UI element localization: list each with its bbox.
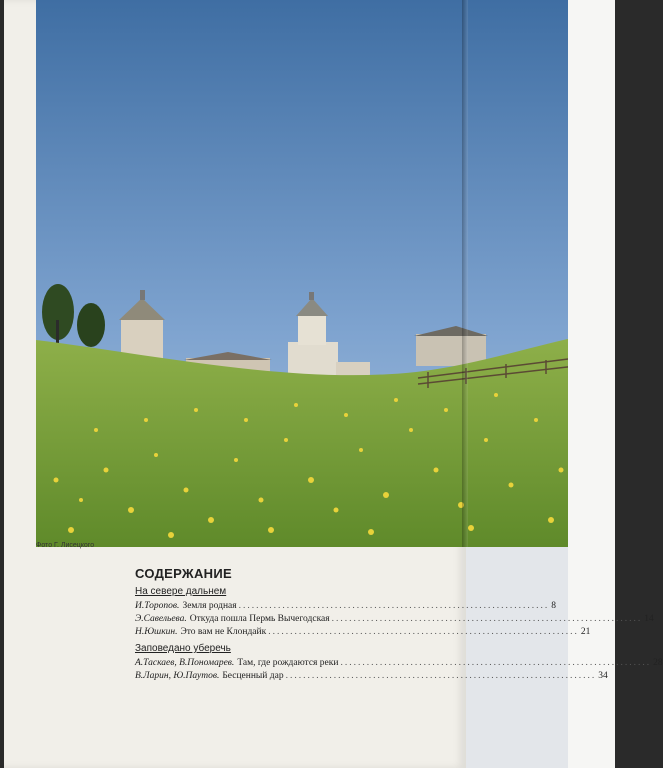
toc-entry[interactable] bbox=[135, 626, 591, 639]
toc-entry[interactable] bbox=[135, 657, 663, 670]
toc-entry-page: 34 bbox=[598, 671, 608, 681]
right-text-strip bbox=[568, 0, 615, 768]
toc-entry-page: 8 bbox=[551, 601, 557, 611]
toc-entry-author: В.Ларин, Ю.Паутов. bbox=[135, 671, 220, 681]
landscape-photo bbox=[36, 0, 586, 547]
table-of-contents bbox=[135, 566, 663, 683]
toc-entry-page: 28 bbox=[653, 658, 663, 668]
leader-dots: ....................................................................... bbox=[331, 614, 643, 624]
toc-entry-title: Там, где рождаются реки bbox=[237, 658, 339, 668]
photo-illustration bbox=[36, 0, 586, 547]
toc-entry-page: 14 bbox=[644, 614, 654, 624]
toc-entry-author: Н.Юшкин. bbox=[135, 627, 178, 637]
toc-entry-author: А.Таскаев, В.Пономарев. bbox=[135, 658, 235, 668]
toc-entry-page: 21 bbox=[580, 627, 591, 637]
toc-entry-title: Откуда пошла Пермь Вычегодская bbox=[189, 614, 330, 624]
toc-section-title: На севере дальнем bbox=[135, 586, 227, 597]
leader-dots: ....................................................................... bbox=[238, 601, 550, 611]
toc-section-title: Заповедано уберечь bbox=[135, 643, 231, 654]
toc-entry[interactable] bbox=[135, 670, 608, 683]
toc-title: СОДЕРЖАНИЕ bbox=[135, 566, 232, 581]
page-fold bbox=[462, 0, 468, 547]
leader-dots: ....................................................................... bbox=[268, 627, 579, 637]
toc-entry[interactable] bbox=[135, 613, 654, 626]
leader-dots: ....................................................................... bbox=[285, 671, 597, 681]
toc-entry[interactable] bbox=[135, 600, 557, 613]
toc-entry-title: Это вам не Клондайк bbox=[180, 627, 267, 637]
toc-entry-author: Э.Савельева. bbox=[135, 614, 187, 624]
toc-entry-title: Земля родная bbox=[182, 601, 237, 611]
photo-credit: Фото Г. Лисецкого bbox=[36, 542, 95, 549]
leader-dots: ....................................................................... bbox=[340, 658, 652, 668]
toc-entry-title: Бесценный дар bbox=[222, 671, 284, 681]
toc-entry-author: И.Торопов. bbox=[135, 601, 180, 611]
